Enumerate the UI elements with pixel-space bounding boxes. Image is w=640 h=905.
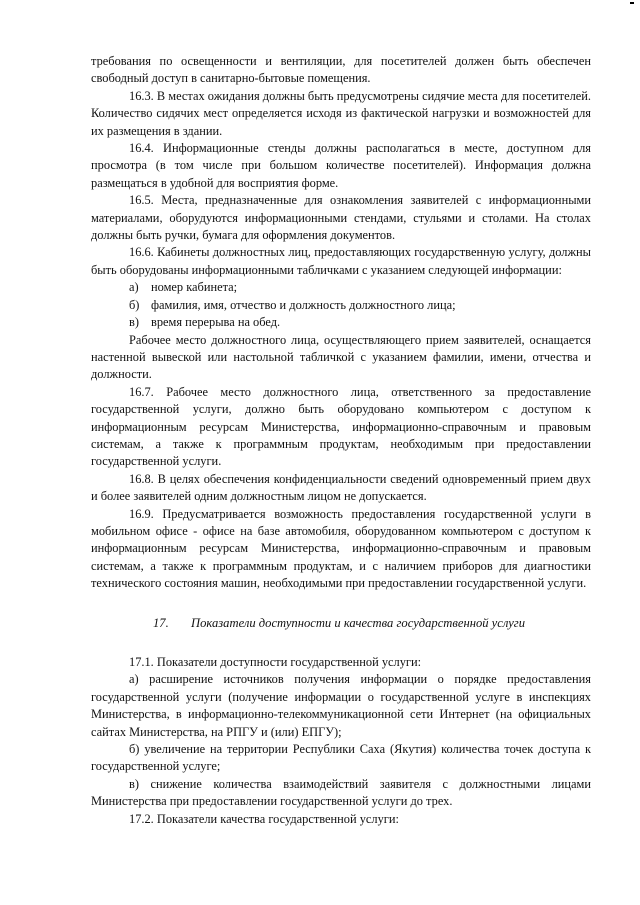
paragraph-16-6: 16.6. Кабинеты должностных лиц, предоставляющих государственную услугу, должны быть оборудованы информационными табличками с указанием следующей информации: xyxy=(91,245,591,277)
section-heading-17 xyxy=(91,615,591,632)
list-item-text: номер кабинета; xyxy=(151,280,238,295)
paragraph-16-5: 16.5. Места, предназначенные для ознакомления заявителей с информационными материалами, оборудуются информационными стендами, стульями и столами. На столах должны быть ручки, бумага для оформления документов. xyxy=(91,193,591,243)
list-item xyxy=(91,314,591,331)
list-item xyxy=(91,297,591,314)
paragraph-17-2: 17.2. Показатели качества государственной услуги: xyxy=(129,811,399,826)
paragraph-16-3: 16.3. В местах ожидания должны быть предусмотрены сидячие места для посетителей. Количество сидячих мест определяется исходя из фактической нагрузки и возможностей для их размещения в здании. xyxy=(91,88,591,138)
list-item-text: время перерыва на обед. xyxy=(151,315,281,330)
section-number: 17. xyxy=(153,615,169,630)
paragraph-17-1-v: в) снижение количества взаимодействий заявителя с должностными лицами Министерства при предоставлении государственной услуги до трех. xyxy=(91,776,591,809)
paragraph-workplace: Рабочее место должностного лица, осуществляющего прием заявителей, оснащается настенной вывеской или настольной табличкой с указанием фамилии, имени, отчества и должности. xyxy=(91,332,591,382)
paragraph-17-1-b: б) увеличение на территории Республики Саха (Якутия) количества точек доступа к государственной услуге; xyxy=(91,742,591,774)
info-list xyxy=(91,279,591,331)
paragraph: требования по освещенности и вентиляции, для посетителей должен быть обеспечен свободный доступ в санитарно-бытовые помещения. xyxy=(91,54,591,86)
section-17 xyxy=(91,654,591,828)
section-title: Показатели доступности и качества государственной услуги xyxy=(191,615,525,630)
list-marker: а) xyxy=(129,280,139,295)
paragraph-16-7: 16.7. Рабочее место должностного лица, ответственного за предоставление государственной услуги, должно быть оборудовано компьютером с доступом к информационным ресурсам Министерства, информационно-справочным и правовым системам, а также к программным продуктам, необходимым при предоставлении государственной услуги. xyxy=(91,384,591,469)
section-16-mid xyxy=(91,332,591,593)
list-item-text: фамилия, имя, отчество и должность должностного лица; xyxy=(151,297,456,312)
text-column xyxy=(91,53,591,828)
list-marker: в) xyxy=(129,315,139,330)
paragraph-16-9: 16.9. Предусматривается возможность предоставления государственной услуги в мобильном офисе - офисе на базе автомобиля, оборудованном компьютером с доступом к информационным ресурсам Министерства, информационно-справочным и правовым системам, а также к программным продуктам, и с наличием приборов для диагностики технического состояния машин, необходимыми при предоставлении государственной услуги. xyxy=(91,506,591,591)
list-item xyxy=(91,279,591,296)
paragraph-16-4: 16.4. Информационные стенды должны располагаться в месте, доступном для просмотра (в том числе при большом количестве посетителей). Информация должна размещаться в удобной для восприятия форме. xyxy=(91,141,591,190)
list-marker: б) xyxy=(129,297,140,312)
paragraph-17-1-a: а) расширение источников получения информации о порядке предоставления государственной услуги (получение информации о государственной услуге в инспекциях Министерства, в информационно-телекоммуникационной сети Интернет (на официальных сайтах Министерства, на РПГУ и (или) ЕПГУ); xyxy=(91,672,591,739)
paragraph-17-1: 17.1. Показатели доступности государственной услуги: xyxy=(129,655,422,669)
paragraph-16-8: 16.8. В целях обеспечения конфиденциальности сведений одновременный прием двух и более заявителей одним должностным лицом не допускается. xyxy=(91,471,591,504)
scan-mark xyxy=(630,2,634,4)
section-16-top xyxy=(91,53,591,279)
